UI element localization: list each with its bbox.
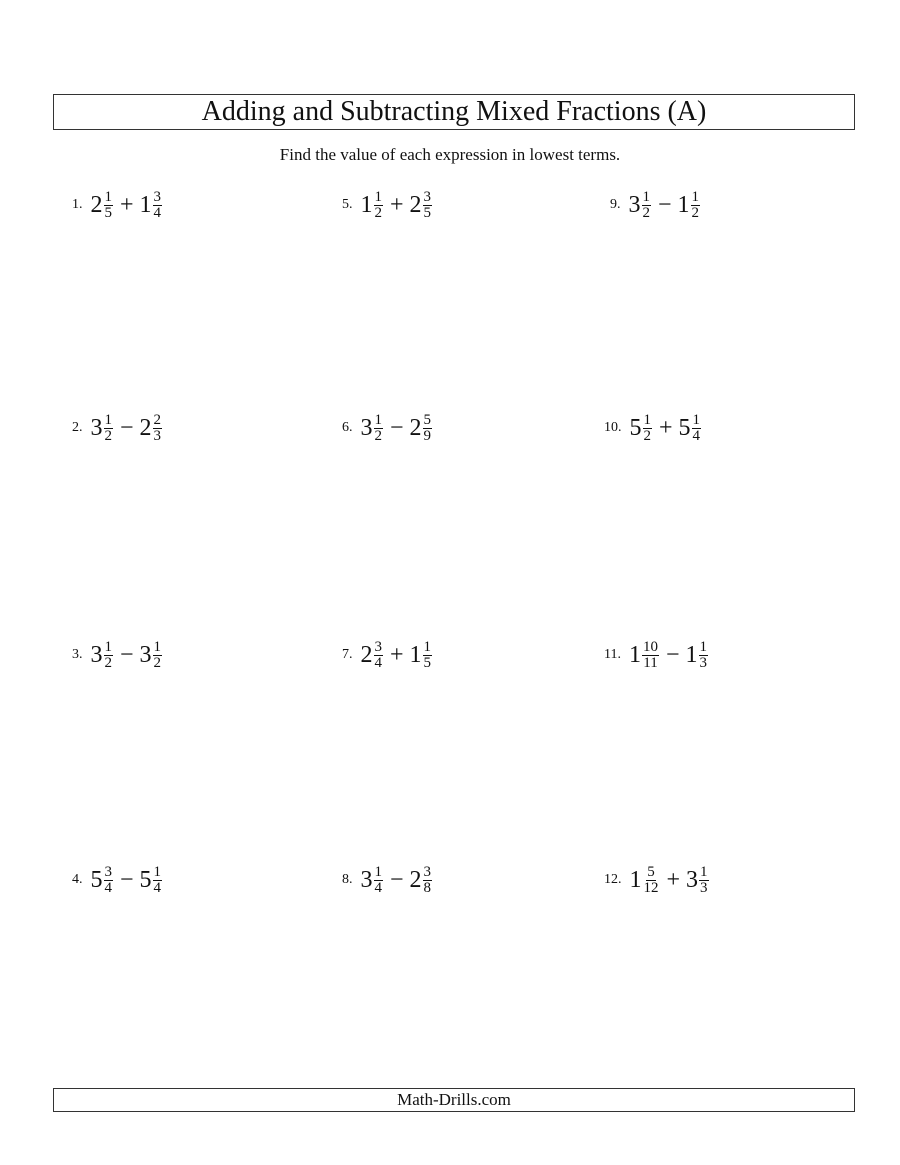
whole: 1	[360, 191, 373, 218]
problem-8	[342, 855, 433, 905]
problem-number: 3.	[72, 647, 83, 662]
whole: 5	[90, 866, 103, 893]
operator: +	[120, 191, 134, 218]
fraction: $\frac{1}{2}$	[374, 411, 382, 444]
fraction: $\frac{3}{8}$	[423, 863, 432, 896]
problem-12	[604, 855, 710, 905]
whole: 2	[409, 191, 422, 218]
problem-2	[72, 403, 163, 453]
problem-3	[72, 630, 163, 680]
fraction: $\frac{1}{5}$	[423, 638, 432, 671]
operator: −	[390, 414, 404, 441]
footer-text: Math-Drills.com	[397, 1090, 511, 1109]
fraction: $\frac{1}{2}$	[153, 638, 162, 671]
operator: +	[390, 641, 404, 668]
problem-10	[604, 403, 702, 453]
operator: +	[666, 866, 681, 893]
fraction: $\frac{1}{2}$	[643, 411, 651, 444]
whole: 1	[685, 641, 698, 668]
footer	[53, 1088, 855, 1112]
whole: 2	[139, 414, 152, 441]
whole: 5	[139, 866, 152, 893]
problem-number: 10.	[604, 420, 622, 435]
fraction: $\frac{10}{11}$	[642, 638, 658, 671]
problem-5	[342, 180, 433, 230]
problem-number: 11.	[604, 647, 621, 662]
whole: 3	[686, 866, 699, 893]
whole: 3	[90, 414, 103, 441]
whole: 2	[409, 414, 422, 441]
problem-7	[342, 630, 433, 680]
operator: +	[390, 191, 404, 218]
problem-6	[342, 403, 433, 453]
problem-number: 2.	[72, 420, 83, 435]
fraction: $\frac{1}{4}$	[153, 863, 162, 896]
worksheet-title	[53, 94, 855, 130]
whole: 5	[678, 414, 691, 441]
operator: −	[658, 191, 672, 218]
fraction: $\frac{1}{3}$	[700, 863, 708, 896]
fraction: $\frac{5}{9}$	[423, 411, 432, 444]
operator: −	[120, 866, 134, 893]
fraction: $\frac{1}{4}$	[692, 411, 701, 444]
operator: −	[390, 866, 404, 893]
problem-1	[72, 180, 163, 230]
problem-4	[72, 855, 163, 905]
fraction: $\frac{3}{5}$	[423, 188, 432, 221]
problem-11	[604, 630, 709, 680]
problem-number: 1.	[72, 197, 83, 212]
problem-number: 7.	[342, 647, 353, 662]
fraction: $\frac{1}{2}$	[104, 411, 112, 444]
fraction: $\frac{1}{2}$	[642, 188, 650, 221]
whole: 1	[628, 641, 641, 668]
whole: 1	[677, 191, 690, 218]
operator: −	[665, 641, 680, 668]
whole: 2	[409, 866, 422, 893]
instructions: Find the value of each expression in lowest terms.	[279, 145, 621, 164]
problem-9	[610, 180, 701, 230]
whole: 3	[360, 866, 373, 893]
whole: 1	[629, 866, 642, 893]
whole: 3	[360, 414, 373, 441]
fraction: $\frac{3}{4}$	[374, 638, 382, 671]
whole: 5	[629, 414, 642, 441]
problem-number: 5.	[342, 197, 353, 212]
whole: 2	[360, 641, 373, 668]
problem-number: 8.	[342, 872, 353, 887]
fraction: $\frac{1}{3}$	[699, 638, 708, 671]
problem-number: 6.	[342, 420, 353, 435]
whole: 1	[409, 641, 422, 668]
fraction: $\frac{5}{12}$	[643, 863, 659, 896]
whole: 2	[90, 191, 103, 218]
fraction: $\frac{1}{2}$	[374, 188, 382, 221]
whole: 1	[139, 191, 152, 218]
fraction: $\frac{1}{4}$	[374, 863, 382, 896]
problem-number: 9.	[610, 197, 621, 212]
operator: −	[120, 414, 134, 441]
operator: −	[120, 641, 134, 668]
fraction: $\frac{3}{4}$	[153, 188, 162, 221]
fraction: $\frac{3}{4}$	[104, 863, 112, 896]
fraction: $\frac{1}{5}$	[104, 188, 112, 221]
title-text: Adding and Subtracting Mixed Fractions (A)	[201, 96, 707, 127]
problem-number: 4.	[72, 872, 83, 887]
whole: 3	[628, 191, 641, 218]
problem-number: 12.	[604, 872, 622, 887]
whole: 3	[139, 641, 152, 668]
fraction: $\frac{1}{2}$	[691, 188, 700, 221]
operator: +	[659, 414, 673, 441]
fraction: $\frac{2}{3}$	[153, 411, 162, 444]
fraction: $\frac{1}{2}$	[104, 638, 112, 671]
whole: 3	[90, 641, 103, 668]
